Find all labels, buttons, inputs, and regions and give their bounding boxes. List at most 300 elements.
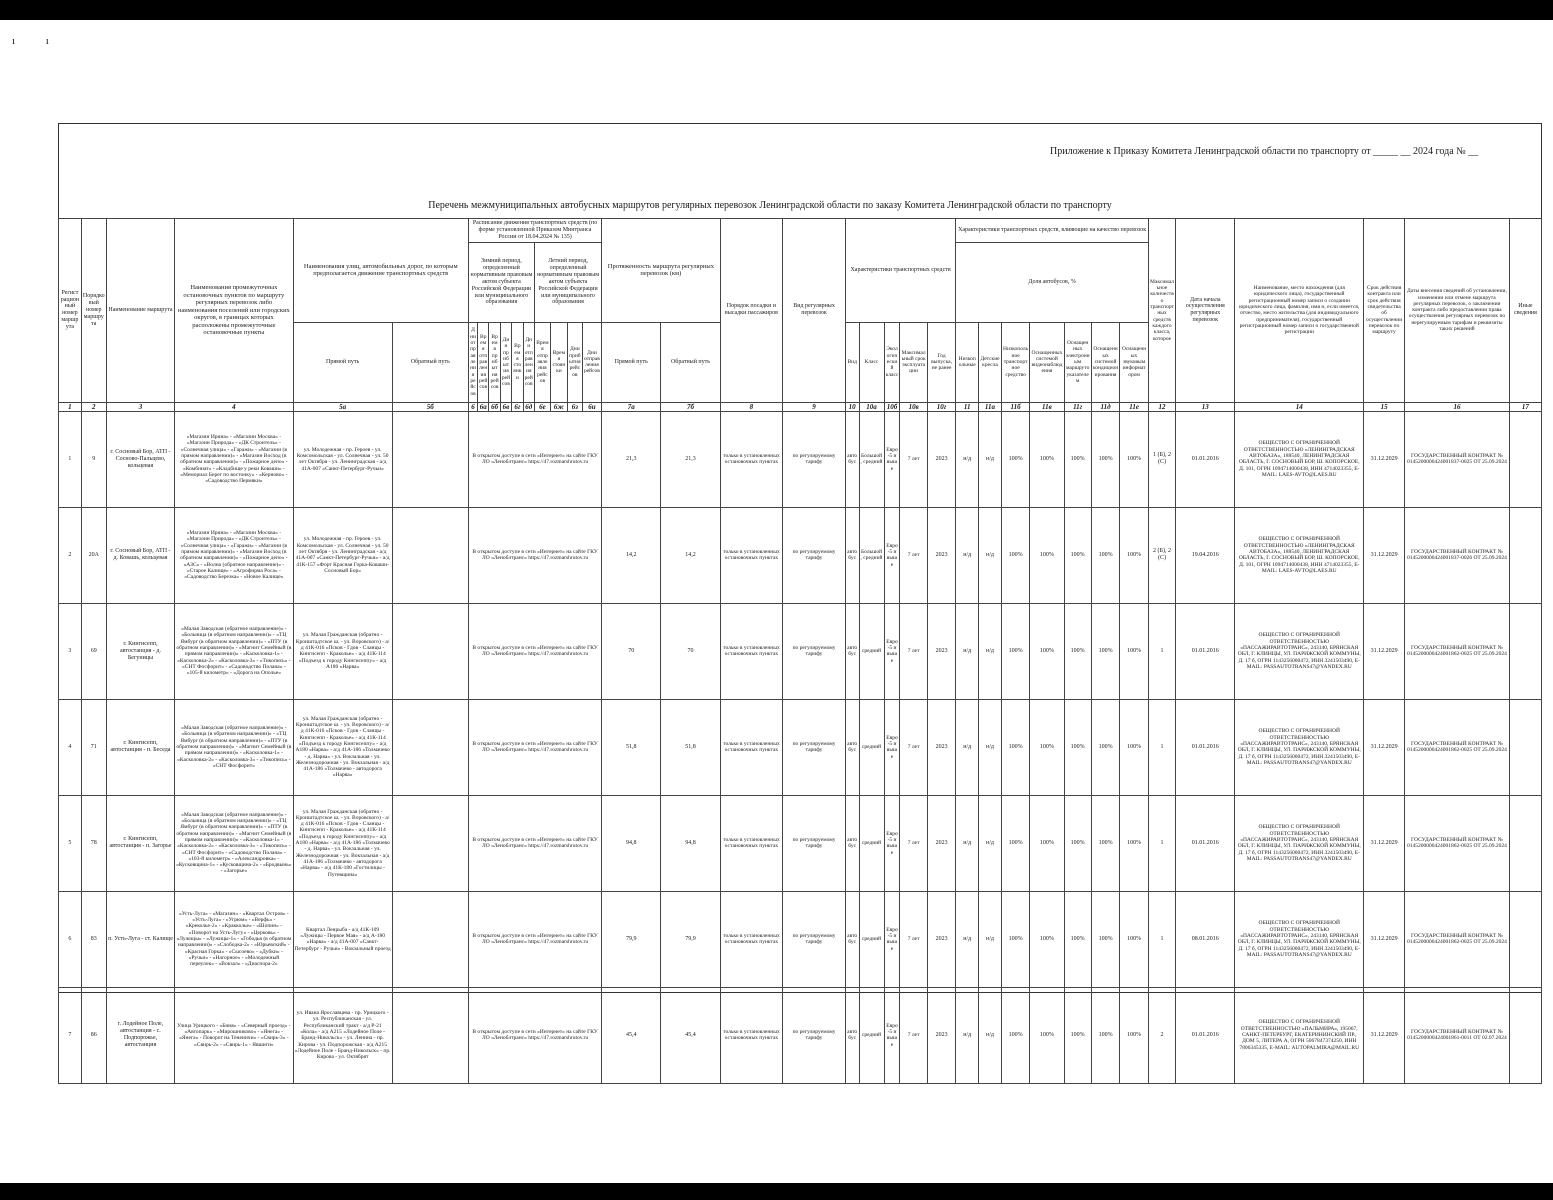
- cell-eco-class: Евро-5 и выше: [884, 891, 900, 987]
- cell-boarding: только в установленных остановочных пунктах: [720, 891, 783, 987]
- column-number: 11г: [1064, 402, 1091, 411]
- cell-max-age: 7 лет: [900, 795, 927, 891]
- cell-forward-path: ул. Малая Гражданская (обратно - Кронштадтское ш. - ул. Воровского) - а/д 41К-016 «Псков - Гдов - Сланцы - Кингисепп - Краколье» - а/д 41К-114 «Подъезд к городу Кингисеппу» - а/д А180 «Нарва»: [293, 603, 392, 699]
- header-veh-col: Экологический класс: [884, 322, 900, 402]
- cell-eco-class: Евро-5 и выше: [884, 795, 900, 891]
- header-kind: Вид регулярных перевозок: [783, 219, 846, 403]
- cell-max-count: 1: [1148, 699, 1175, 795]
- column-number: 6а: [478, 402, 489, 411]
- cell-length-backward: 70: [661, 603, 720, 699]
- cell-quality: н/д: [956, 987, 979, 1083]
- cell-quality: н/д: [979, 699, 1002, 795]
- column-number: 6и: [582, 402, 601, 411]
- cell-reg-no: 2: [59, 507, 82, 603]
- cell-length-forward: 45,4: [602, 987, 661, 1083]
- cell-stops: «Малая Заводская (обратное направление)» - «Больница (в обратном направлении)» - «ТЦ Ямбург (в обратном направлении)» - «ПТУ (в обратном направлении)» - «Магнит Семейный (в прямом направлении)» - «Касколовка-1» - «Касколовка-2» - «Касколовка-3» - «Тикопись» - «СНТ Фосфорит» - «Садоводство Полана» - «103-й километр» - «Александровка» - «Кусковщина-1» - «Кусковщина-2» - «Бродвынь» - «Загорье»: [175, 795, 293, 891]
- column-number: 11в: [1030, 402, 1064, 411]
- column-number: 3: [106, 402, 174, 411]
- cell-carrier: ОБЩЕСТВО С ОГРАНИЧЕННОЙ ОТВЕТСТВЕННОСТЬЮ «ПАССАЖИРАВТОТРАНС», 243140, БРЯНСКАЯ ОБЛ, Г. КЛИНЦЫ, УЛ. ПАРИЖСКОЙ КОММУНЫ, Д. 17 б, ОГРН 1143256000472, ИНН 3241503490, E-MAIL: PASSAUTOTRANS47@YANDEX.RU: [1235, 699, 1364, 795]
- header-stops: Наименования промежуточных остановочных пунктов по маршруту регулярных перевозок либо наименования поселений или городских округов, в границах которых расположены промежуточные остановочные пункты: [175, 219, 293, 403]
- cell-carrier: ОБЩЕСТВО С ОГРАНИЧЕННОЙ ОТВЕТСТВЕННОСТЬЮ «ПАССАЖИРАВТОТРАНС», 243140, БРЯНСКАЯ ОБЛ, Г. КЛИНЦЫ, УЛ. ПАРИЖСКОЙ КОММУНЫ, Д. 17 б, ОГРН 1143256000472, ИНН 3241503490, E-MAIL: PASSAUTOTRANS47@YANDEX.RU: [1235, 603, 1364, 699]
- table-row: [59, 891, 1542, 987]
- header-max-count: Максимальное количество транспортных средств каждого класса, которое: [1148, 219, 1175, 403]
- cell-quality: 100%: [1001, 891, 1029, 987]
- cell-length-backward: 45,4: [661, 987, 720, 1083]
- cell-stops: «Магазин Ирина» - «Магазин Москва» - «Магазин Природа» - «ДК Строитель» - «Солнечная улица» - «Гаражи» - «Магазин (в прямом направлении)» - «Магазин Восход (в обратном направлении)» - «Пожарное депо» - «АЗС» - «Волна (обратное направление)» - «Старое Калище» - «Агрофирма Роса» - «Садоводство Березка» - «Новое Калище»: [175, 507, 293, 603]
- cell-quality: 100%: [1030, 699, 1064, 795]
- cell-contract: ГОСУДАРСТВЕННЫЙ КОНТРАКТ № 0145200000424001837-0025 ОТ 25.09.2024: [1405, 411, 1510, 507]
- cell-length-backward: 51,8: [661, 699, 720, 795]
- cell-contract-term: 31.12.2029: [1364, 987, 1405, 1083]
- cell-stops: Улица Урицкого - «Биня» - «Северный проезд» - «Автопарк» - «Мирошниково» - «Янега» - «Янега» - Поворот на Тененичи» - «Свирь-3» - «Свирь-2» - «Свирь-1» - Явшиги»: [175, 987, 293, 1083]
- cell-quality: 100%: [1091, 603, 1119, 699]
- column-numbers-row: [59, 402, 1542, 411]
- column-number: 5а: [293, 402, 392, 411]
- column-number: 11: [956, 402, 979, 411]
- cell-boarding: только в установленных остановочных пунктах: [720, 795, 783, 891]
- header-reg-no: Регистрационный номер маршрута: [59, 219, 82, 403]
- cell-year: 2023: [927, 603, 956, 699]
- header-sched-col: Дни отправления рейсов: [468, 322, 477, 402]
- cell-start-date: 01.01.2016: [1176, 987, 1235, 1083]
- cell-other: [1509, 603, 1541, 699]
- cell-quality: н/д: [979, 987, 1002, 1083]
- cell-boarding: только в установленных остановочных пунктах: [720, 699, 783, 795]
- column-number: 10: [845, 402, 859, 411]
- cell-contract-term: 31.12.2029: [1364, 795, 1405, 891]
- header-streets: Наименования улиц, автомобильных дорог, по которым предполагается движение транспортных средств: [293, 219, 468, 323]
- cell-vehicle-type: автобус: [845, 507, 859, 603]
- cell-quality: 100%: [1064, 507, 1091, 603]
- header-sched-col: Дни прибытия рейсов: [567, 322, 582, 402]
- cell-backward-path: [392, 411, 468, 507]
- column-number: 11д: [1091, 402, 1119, 411]
- cell-contract-term: 31.12.2029: [1364, 603, 1405, 699]
- cell-max-count: 2: [1148, 987, 1175, 1083]
- cell-forward-path: ул. Молодежная - пр. Героев - ул. Комсомольская - ул. Солнечная - ул. 50 лет Октября - ул. Ленинградская - а/д 41А-007 «Санкт-Петербург-Ручьи» - а/д 41К-157 «Форт Красная Горка-Коваши-Сосновый Бор»: [293, 507, 392, 603]
- cell-forward-path: ул. Малая Гражданская (обратно - Кронштадтское ш. - ул. Воровского) - а/д 41К-016 «Псков - Гдов - Сланцы - Кингисепп - Краколье» - а/д 41К-114 «Подъезд к городу Кингисеппу» - а/д А180 «Нарва» - а/д 41А-186 «Толмачево - д. Нарва» - ул. Вокзальная - ул. Железнодорожная - ул. Вокзальная - а/д 41А-186 «Толмачево - автодорога «Нарва»: [293, 699, 392, 795]
- cell-boarding: только в установленных остановочных пунктах: [720, 987, 783, 1083]
- cell-schedule: В открытом доступе в сети «Интернет» на сайте ГКУ ЛО «Леноблтранс» https://47.rozmarshrutov.ru: [468, 411, 601, 507]
- cell-start-date: 01.01.2016: [1176, 411, 1235, 507]
- column-number: 4: [175, 402, 293, 411]
- cell-quality: н/д: [979, 603, 1002, 699]
- header-veh-col: Максимальный срок эксплуатации: [900, 322, 927, 402]
- header-len-backward: Обратный путь: [661, 322, 720, 402]
- cell-ord-no: 86: [81, 987, 106, 1083]
- cell-vehicle-type: автобус: [845, 987, 859, 1083]
- routes-table: [58, 218, 1542, 1084]
- routes-table-wrap: [58, 218, 1542, 1084]
- header-quality-col: Оснащенных системой видеонаблюдения: [1030, 322, 1064, 402]
- cell-eco-class: Евро-5 и выше: [884, 699, 900, 795]
- column-number: 1: [59, 402, 82, 411]
- cell-reg-no: 5: [59, 795, 82, 891]
- cell-other: [1509, 411, 1541, 507]
- header-summer-period: Летний период, определенный нормативным правовым актом субъекта Российской Федерации или муниципального образования: [534, 242, 601, 322]
- column-number: 15: [1364, 402, 1405, 411]
- cell-ord-no: 69: [81, 603, 106, 699]
- cell-quality: 100%: [1091, 891, 1119, 987]
- cell-stops: «Усть-Луга» - «Магазин» - «Квартал Остров» - «Усть-Луга» - «Угрюм» - «Верфь» - «Креколье-2» - «Кракколье» - «Шопин» - «Поворот на Усть-Лугу» - «Церковь» - «Лужицы» - «Лужицы-1» - «Гободья (в обратном направлении)» - «Слободка-2» - «Юрьевский» - «Красная Горка» - «Сысоево» - «Дубки» - «Ручьи» - «Нагорное» - «Молодежный переулок» - «Вокзал» - «Диаспора-2»: [175, 891, 293, 987]
- header-sched-col: Дни прибытия рейсов: [500, 322, 511, 402]
- header-quality-col: Оснащенных электронным маршрутоуказателем: [1064, 322, 1091, 402]
- cell-vehicle-type: автобус: [845, 795, 859, 891]
- header-sched-col: Дни отправления рейсов: [523, 322, 534, 402]
- cell-vehicle-type: автобус: [845, 411, 859, 507]
- column-number: 6б: [489, 402, 500, 411]
- cell-quality: 100%: [1030, 795, 1064, 891]
- cell-forward-path: ул. Малая Гражданская (обратно - Кронштадтское ш. - ул. Воровского) - а/д 41К-016 «Псков - Гдов - Сланцы - Кингисепп - Краколье» - а/д 41К-114 «Подъезд к городу Кингисеппу» - а/д А180 «Нарва» - а/д 41А-186 «Толмачево - д. Нарва» - ул. Вокзальная - ул. Железнодорожная - ул. Вокзальная - а/д 41А-186 «Толмачево - автодорога «Нарва» - а/д 41К-180 «Гостилицы - Путевщина»: [293, 795, 392, 891]
- cell-quality: 100%: [1064, 891, 1091, 987]
- cell-vehicle-class: Большой, средний: [859, 411, 884, 507]
- cell-quality: 100%: [1030, 507, 1064, 603]
- header-length: Протяженность маршрута регулярных перевозок (км): [602, 219, 720, 323]
- cell-quality: н/д: [956, 507, 979, 603]
- cell-quality: 100%: [1030, 411, 1064, 507]
- cell-other: [1509, 987, 1541, 1083]
- header-veh-col: Класс: [859, 322, 884, 402]
- cell-schedule: В открытом доступе в сети «Интернет» на сайте ГКУ ЛО «Леноблтранс» https://47.rozmarshrutov.ru: [468, 891, 601, 987]
- cell-quality: 100%: [1091, 987, 1119, 1083]
- cell-max-age: 7 лет: [900, 411, 927, 507]
- cell-ord-no: 20А: [81, 507, 106, 603]
- header-sched-col: Время стоянки: [512, 322, 523, 402]
- cell-quality: 100%: [1120, 603, 1149, 699]
- header-backward: Обратный путь: [392, 322, 468, 402]
- cell-quality: н/д: [956, 603, 979, 699]
- column-number: 6в: [500, 402, 511, 411]
- cell-contract: ГОСУДАРСТВЕННЫЙ КОНТРАКТ № 0145200000424001862-0025 ОТ 25.09.2024: [1405, 603, 1510, 699]
- cell-vehicle-type: автобус: [845, 699, 859, 795]
- cell-stops: «Малая Заводская (обратное направление)» - «Больница (в обратном направлении)» - «ТЦ Ямбург (в обратном направлении)» - «ПТУ (в обратном направлении)» - «Магнит Семейный (в прямом направлении)» - «Касколовка-1» - «Касколовка-2» - «Касколовка-3» - «Тикопись» - «СНТ Фосфорит» - «Садоводство Полана» - «105-й километр» - «Дорога на Ополье»: [175, 603, 293, 699]
- cell-route-name: п. Усть-Луга - ст. Калище: [106, 891, 174, 987]
- header-quality-col: Оснащенных системой кондиционирования: [1091, 322, 1119, 402]
- column-number: 6з: [567, 402, 582, 411]
- column-number: 11е: [1120, 402, 1149, 411]
- cell-quality: 100%: [1120, 699, 1149, 795]
- cell-forward-path: ул. Ивана Ярославцева - пр. Урицкого - ул. Республиканская - ул. Республиканский тракт - а/д Р-21 «Кола» - а/д А215 «Лодейное Поле - Бранд-Никольск» - ул. Ленина - пр. Кирова - ул. Подпорожская - а/д А215 «Лодейное Поле - Бранд-Никольск» - пр. Кирова - ул. Октябрят: [293, 987, 392, 1083]
- cell-max-age: 7 лет: [900, 603, 927, 699]
- cell-eco-class: Евро-5 и выше: [884, 411, 900, 507]
- cell-reg-no: 3: [59, 603, 82, 699]
- cell-reg-no: 4: [59, 699, 82, 795]
- cell-max-count: 1: [1148, 795, 1175, 891]
- cell-backward-path: [392, 699, 468, 795]
- cell-contract: ГОСУДАРСТВЕННЫЙ КОНТРАКТ № 0145200000424001862-0025 ОТ 25.09.2024: [1405, 699, 1510, 795]
- cell-stops: «Магазин Ирина» - «Магазин Москва» - «Магазин Природа» - «ДК Строитель» - «Солнечная улица» - «Гаражи» - «Магазин (в прямом направлении)» - «Магазин Восход (в обратном направлении)» - «Пожарное депо» - «Комбинат» - «Кладбище у реки Коваши» - «Мемориал Берег по востонку» - «Керново» - «Садоводство Пермяки»: [175, 411, 293, 507]
- cell-vehicle-class: средний: [859, 795, 884, 891]
- cell-other: [1509, 795, 1541, 891]
- header-start-date: Дата начала осуществления регулярных перевозок: [1176, 219, 1235, 403]
- cell-carrier: ОБЩЕСТВО С ОГРАНИЧЕННОЙ ОТВЕТСТВЕННОСТЬЮ «ПАССАЖИРАВТОТРАНС», 243140, БРЯНСКАЯ ОБЛ, Г. КЛИНЦЫ, УЛ. ПАРИЖСКОЙ КОММУНЫ, Д. 17 б, ОГРН 1143256000472, ИНН 3241503490, E-MAIL: PASSAUTOTRANS47@YANDEX.RU: [1235, 795, 1364, 891]
- cell-max-age: 7 лет: [900, 987, 927, 1083]
- column-number: 10а: [859, 402, 884, 411]
- header-veh-col: Вид: [845, 322, 859, 402]
- cell-quality: 100%: [1001, 699, 1029, 795]
- cell-contract: ГОСУДАРСТВЕННЫЙ КОНТРАКТ № 0145200000424001837-0026 ОТ 25.09.2024: [1405, 507, 1510, 603]
- header-sched-col: Дни отправления рейсов: [582, 322, 601, 402]
- cell-contract: ГОСУДАРСТВЕННЫЙ КОНТРАКТ № 0145200000424001862-0025 ОТ 25.09.2024: [1405, 795, 1510, 891]
- column-number: 7а: [602, 402, 661, 411]
- document-title: Перечень межмуниципальных автобусных маршрутов регулярных перевозок Ленинградской области по заказу Комитета Ленинградской области по транспорту: [428, 200, 1112, 211]
- cell-kind: по регулируемому тарифу: [783, 699, 846, 795]
- column-number: 11а: [979, 402, 1002, 411]
- table-row: [59, 411, 1542, 507]
- cell-ord-no: 9: [81, 411, 106, 507]
- cell-carrier: ОБЩЕСТВО С ОГРАНИЧЕННОЙ ОТВЕТСТВЕННОСТЬЮ «ЛЕНИНГРАДСКАЯ АВТОБАЗА», 188540, ЛЕНИНГРАДСКАЯ ОБЛАСТЬ, Г. СОСНОВЫЙ БОР, Ш. КОПОРСКОЕ, Д. 101, ОГРН 1094714000438, ИНН 4714023355, E-MAIL: LAES-AVTO@LAES.RU: [1235, 507, 1364, 603]
- column-number: 14: [1235, 402, 1364, 411]
- table-row: [59, 987, 1542, 1083]
- cell-quality: н/д: [979, 891, 1002, 987]
- cell-max-count: 1 (Б), 2 (С): [1148, 411, 1175, 507]
- cell-kind: по регулируемому тарифу: [783, 891, 846, 987]
- cell-route-name: г. Сосновый Бор, АТП - Сосново-Пальцево, кольцевая: [106, 411, 174, 507]
- column-number: 6д: [523, 402, 534, 411]
- cell-ord-no: 83: [81, 891, 106, 987]
- cell-start-date: 08.01.2016: [1176, 891, 1235, 987]
- cell-quality: 100%: [1001, 507, 1029, 603]
- cell-quality: 100%: [1001, 795, 1029, 891]
- header-contract: Даты внесения сведений об установлении, изменении или отмене маршрута регулярных перевозок, о заключении контракта либо предоставлении права осуществления регулярных перевозок по нерегулируемым тарифам и реквизиты таких решений: [1405, 219, 1510, 403]
- cell-quality: 100%: [1064, 699, 1091, 795]
- cell-length-backward: 21,3: [661, 411, 720, 507]
- cell-quality: 100%: [1030, 987, 1064, 1083]
- header-quality-col: Детские кресла: [979, 322, 1002, 402]
- scan-border-bottom: [0, 1183, 1553, 1200]
- cell-reg-no: 7: [59, 987, 82, 1083]
- cell-year: 2023: [927, 411, 956, 507]
- column-number: 11б: [1001, 402, 1029, 411]
- cell-quality: 100%: [1091, 507, 1119, 603]
- cell-other: [1509, 699, 1541, 795]
- cell-quality: 100%: [1001, 987, 1029, 1083]
- table-row: [59, 507, 1542, 603]
- cell-vehicle-class: средний: [859, 603, 884, 699]
- cell-backward-path: [392, 891, 468, 987]
- cell-backward-path: [392, 507, 468, 603]
- header-quality-col: Низкопольное транспортное средство: [1001, 322, 1029, 402]
- cell-max-age: 7 лет: [900, 507, 927, 603]
- cell-year: 2023: [927, 987, 956, 1083]
- cell-quality: н/д: [979, 795, 1002, 891]
- column-number: 8: [720, 402, 783, 411]
- cell-max-count: 1: [1148, 891, 1175, 987]
- cell-start-date: 01.01.2016: [1176, 699, 1235, 795]
- column-number: 7б: [661, 402, 720, 411]
- cell-contract: ГОСУДАРСТВЕННЫЙ КОНТРАКТ № 0145200000424001861-0011 ОТ 02.07.2024: [1405, 987, 1510, 1083]
- column-number: 6е: [534, 402, 550, 411]
- header-quality: Характеристики транспортных средств, влияющие на качество перевозок: [956, 219, 1149, 243]
- header-sched-col: Время прибытия рейсов: [489, 322, 500, 402]
- cell-start-date: 01.01.2016: [1176, 795, 1235, 891]
- cell-backward-path: [392, 987, 468, 1083]
- cell-contract: ГОСУДАРСТВЕННЫЙ КОНТРАКТ № 0145200000424001862-0025 ОТ 25.09.2024: [1405, 891, 1510, 987]
- cell-reg-no: 1: [59, 411, 82, 507]
- cell-contract-term: 31.12.2029: [1364, 411, 1405, 507]
- cell-quality: н/д: [956, 411, 979, 507]
- cell-year: 2023: [927, 891, 956, 987]
- approval-note: Приложение к Приказу Комитета Ленинградской области по транспорту от _____ __ 2024 года № __: [1050, 146, 1479, 157]
- cell-year: 2023: [927, 507, 956, 603]
- cell-start-date: 19.04.2016: [1176, 507, 1235, 603]
- cell-contract-term: 31.12.2029: [1364, 507, 1405, 603]
- cell-schedule: В открытом доступе в сети «Интернет» на сайте ГКУ ЛО «Леноблтранс» https://47.rozmarshrutov.ru: [468, 795, 601, 891]
- cell-quality: 100%: [1120, 891, 1149, 987]
- cell-forward-path: Квартал Ленрыба - а/д 41К-109 «Лужицы - Первое Мая» - а/д А-180 «Нарва» - а/д 41А-007 «Санкт-Петербург - Ручьи» - Вокзальный проезд: [293, 891, 392, 987]
- cell-max-count: 1: [1148, 603, 1175, 699]
- cell-length-forward: 94,8: [602, 795, 661, 891]
- cell-schedule: В открытом доступе в сети «Интернет» на сайте ГКУ ЛО «Леноблтранс» https://47.rozmarshrutov.ru: [468, 987, 601, 1083]
- cell-max-count: 2 (Б), 2 (С): [1148, 507, 1175, 603]
- header-veh-col: Год выпуска, не ранее: [927, 322, 956, 402]
- cell-quality: 100%: [1064, 795, 1091, 891]
- cell-contract-term: 31.12.2029: [1364, 891, 1405, 987]
- cell-kind: по регулируемому тарифу: [783, 987, 846, 1083]
- cell-route-name: г. Кингисепп, автостанция - п. Загорье: [106, 795, 174, 891]
- header-vehicle: Характеристики транспортных средств: [845, 219, 956, 323]
- cell-quality: 100%: [1120, 795, 1149, 891]
- header-contract-term: Срок действия контракта или срок действия свидетельства об осуществлении перевозок по маршруту: [1364, 219, 1405, 403]
- column-number: 6ж: [550, 402, 567, 411]
- column-number: 13: [1176, 402, 1235, 411]
- cell-quality: 100%: [1091, 699, 1119, 795]
- cell-start-date: 01.01.2016: [1176, 603, 1235, 699]
- cell-quality: 100%: [1064, 987, 1091, 1083]
- cell-contract-term: 31.12.2029: [1364, 699, 1405, 795]
- cell-other: [1509, 891, 1541, 987]
- cell-vehicle-class: средний: [859, 987, 884, 1083]
- cell-length-forward: 70: [602, 603, 661, 699]
- cell-ord-no: 78: [81, 795, 106, 891]
- column-number: 6: [468, 402, 477, 411]
- cell-length-forward: 14,2: [602, 507, 661, 603]
- cell-length-forward: 51,8: [602, 699, 661, 795]
- routes-body: [59, 411, 1542, 1083]
- cell-vehicle-class: Большой, средний: [859, 507, 884, 603]
- column-number: 2: [81, 402, 106, 411]
- cell-length-forward: 21,3: [602, 411, 661, 507]
- cell-schedule: В открытом доступе в сети «Интернет» на сайте ГКУ ЛО «Леноблтранс» https://47.rozmarshrutov.ru: [468, 507, 601, 603]
- cell-other: [1509, 507, 1541, 603]
- cell-quality: 100%: [1001, 603, 1029, 699]
- cell-eco-class: Евро-5 и выше: [884, 987, 900, 1083]
- cell-max-age: 7 лет: [900, 699, 927, 795]
- column-number: 17: [1509, 402, 1541, 411]
- cell-year: 2023: [927, 699, 956, 795]
- cell-route-name: г. Кингисепп, автостанция - п. Беседа: [106, 699, 174, 795]
- cell-ord-no: 71: [81, 699, 106, 795]
- cell-quality: 100%: [1001, 411, 1029, 507]
- column-number: 9: [783, 402, 846, 411]
- cell-quality: 100%: [1064, 411, 1091, 507]
- header-quality-col: Низкопольные: [956, 322, 979, 402]
- header-quality-col: Оснащенных звуковым информатором: [1120, 322, 1149, 402]
- header-ord-no: Порядковый номер маршрута: [81, 219, 106, 403]
- column-number: 6г: [512, 402, 523, 411]
- cell-vehicle-type: автобус: [845, 891, 859, 987]
- table-row: [59, 795, 1542, 891]
- cell-quality: 100%: [1091, 795, 1119, 891]
- cell-route-name: г. Сосновый Бор, АТП - д. Ковашь, кольцевая: [106, 507, 174, 603]
- cell-quality: 100%: [1030, 891, 1064, 987]
- table-row: [59, 699, 1542, 795]
- cell-forward-path: ул. Молодежная - пр. Героев - ул. Комсомольская - ул. Солнечная - ул. 50 лет Октября - ул. Ленинградская - а/д 41А-007 «Санкт-Петербург-Ручьи»: [293, 411, 392, 507]
- header-sched-col: Время стоянки: [550, 322, 567, 402]
- column-number: 16: [1405, 402, 1510, 411]
- cell-boarding: только в установленных остановочных пунктах: [720, 507, 783, 603]
- column-number: 10б: [884, 402, 900, 411]
- column-number: 10г: [927, 402, 956, 411]
- table-row: [59, 603, 1542, 699]
- cell-backward-path: [392, 603, 468, 699]
- cell-carrier: ОБЩЕСТВО С ОГРАНИЧЕННОЙ ОТВЕТСТВЕННОСТЬЮ «ПАЛЬМИРА», 195067, САНКТ-ПЕТЕРБУРГ, ЕКАТЕРИНИНСКИЙ ПР., ДОМ 5, ЛИТЕРА А, ОГРН 5067847374250, ИНН 7806345335, E-MAIL: AUTOPALMIRA@MAIL.RU: [1235, 987, 1364, 1083]
- cell-vehicle-type: автобус: [845, 603, 859, 699]
- header-sched-col: Время отправления рейсов: [478, 322, 489, 402]
- column-number: 5б: [392, 402, 468, 411]
- cell-quality: 100%: [1120, 411, 1149, 507]
- header-carrier: Наименование, место нахождения (для юридического лица), государственный регистрационный номер записи о создании юридического лица, фамилия, имя и, если имеется, отчество, место жительства (для индивидуального предпринимателя), государственный регистрационный номер записи о государственной регистрации: [1235, 219, 1364, 403]
- cell-quality: н/д: [979, 411, 1002, 507]
- cell-length-backward: 79,9: [661, 891, 720, 987]
- cell-quality: 100%: [1120, 507, 1149, 603]
- header-schedule: Расписание движения транспортных средств (по форме установленной Приказом Минтранса России от 18.04.2024 № 135): [468, 219, 601, 243]
- cell-vehicle-class: средний: [859, 699, 884, 795]
- scan-corner-marks: ı ı: [12, 35, 63, 47]
- cell-schedule: В открытом доступе в сети «Интернет» на сайте ГКУ ЛО «Леноблтранс» https://47.rozmarshrutov.ru: [468, 699, 601, 795]
- cell-length-backward: 94,8: [661, 795, 720, 891]
- cell-quality: н/д: [956, 699, 979, 795]
- cell-quality: 100%: [1030, 603, 1064, 699]
- cell-carrier: ОБЩЕСТВО С ОГРАНИЧЕННОЙ ОТВЕТСТВЕННОСТЬЮ «ПАССАЖИРАВТОТРАНС», 243140, БРЯНСКАЯ ОБЛ, Г. КЛИНЦЫ, УЛ. ПАРИЖСКОЙ КОММУНЫ, Д. 17 б, ОГРН 1143256000472, ИНН 3241503490, E-MAIL: PASSAUTOTRANS47@YANDEX.RU: [1235, 891, 1364, 987]
- cell-kind: по регулируемому тарифу: [783, 507, 846, 603]
- cell-route-name: г. Лодейное Поле, автостанция - с. Подпорожье, автостанция: [106, 987, 174, 1083]
- cell-quality: н/д: [956, 795, 979, 891]
- header-winter-period: Зимний период, определенный нормативным правовым актом субъекта Российской Федерации или муниципального образования: [468, 242, 534, 322]
- cell-max-age: 7 лет: [900, 891, 927, 987]
- cell-length-forward: 79,9: [602, 891, 661, 987]
- header-route-name: Наименование маршрута: [106, 219, 174, 403]
- cell-eco-class: Евро-5 и выше: [884, 507, 900, 603]
- cell-kind: по регулируемому тарифу: [783, 411, 846, 507]
- cell-schedule: В открытом доступе в сети «Интернет» на сайте ГКУ ЛО «Леноблтранс» https://47.rozmarshrutov.ru: [468, 603, 601, 699]
- cell-quality: н/д: [979, 507, 1002, 603]
- cell-route-name: г. Кингисепп, автостанция - д. Бегуницы: [106, 603, 174, 699]
- cell-quality: 100%: [1120, 987, 1149, 1083]
- header-forward: Прямой путь: [293, 322, 392, 402]
- cell-eco-class: Евро-5 и выше: [884, 603, 900, 699]
- cell-quality: 100%: [1091, 411, 1119, 507]
- cell-boarding: только в установленных остановочных пунктах: [720, 603, 783, 699]
- cell-quality: 100%: [1064, 603, 1091, 699]
- cell-kind: по регулируемому тарифу: [783, 603, 846, 699]
- scan-border-top: [0, 0, 1553, 20]
- header-sched-col: Время отправления рейсов: [534, 322, 550, 402]
- header-other: Иные сведения: [1509, 219, 1541, 403]
- cell-stops: «Малая Заводская (обратное направление)» - «Больница (в обратном направлении)» - «ТЦ Ямбург (в обратном направлении)» - «ПТУ (в обратном направлении)» - «Магнит Семейный (в прямом направлении)» - «Касколовка-1» - «Касколовка-2» - «Касколовка-3» - «Тикопись» - «СНТ Фосфорит»: [175, 699, 293, 795]
- cell-carrier: ОБЩЕСТВО С ОГРАНИЧЕННОЙ ОТВЕТСТВЕННОСТЬЮ «ЛЕНИНГРАДСКАЯ АВТОБАЗА», 188540, ЛЕНИНГРАДСКАЯ ОБЛАСТЬ, Г. СОСНОВЫЙ БОР, Ш. КОПОРСКОЕ, Д. 101, ОГРН 1094714000438, ИНН 4714023355, E-MAIL: LAES-AVTO@LAES.RU: [1235, 411, 1364, 507]
- cell-year: 2023: [927, 795, 956, 891]
- cell-reg-no: 6: [59, 891, 82, 987]
- cell-vehicle-class: средний: [859, 891, 884, 987]
- cell-boarding: только в установленных остановочных пунктах: [720, 411, 783, 507]
- header-boarding: Порядок посадки и высадки пассажиров: [720, 219, 783, 403]
- cell-quality: н/д: [956, 891, 979, 987]
- column-number: 12: [1148, 402, 1175, 411]
- cell-kind: по регулируемому тарифу: [783, 795, 846, 891]
- cell-length-backward: 14,2: [661, 507, 720, 603]
- cell-backward-path: [392, 795, 468, 891]
